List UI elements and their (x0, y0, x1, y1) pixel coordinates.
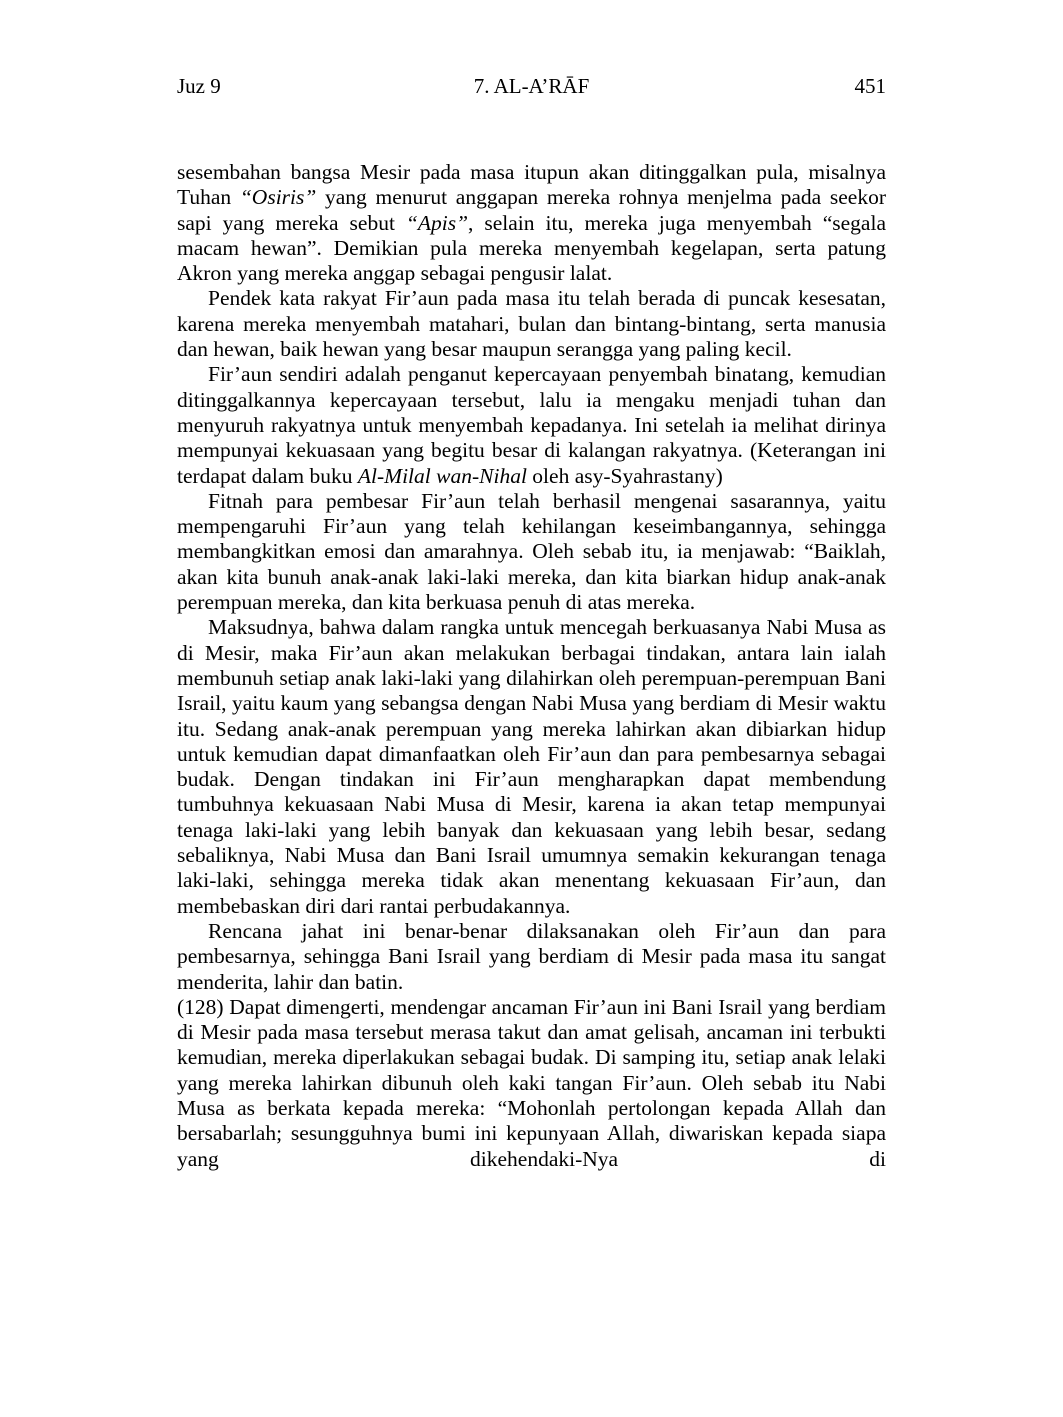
page-number: 451 (854, 74, 886, 98)
italic-term-apis: “Apis” (405, 210, 469, 235)
paragraph-6: Rencana jahat ini benar-benar dilaksanakan oleh Fir’aun dan para pembesarnya, sehingga Bani Israil yang berdiam di Mesir pada masa itu sangat menderita, lahir dan batin. (177, 918, 886, 994)
body-text (177, 160, 886, 1172)
paragraph-3 (177, 362, 886, 488)
surah-title: 7. AL-A’RĀF (473, 74, 590, 98)
paragraph-1 (177, 160, 886, 286)
text-run: yang menurut anggapan mereka rohnya menjelma pada seekor sapi yang mereka sebut (177, 185, 886, 235)
page-header (177, 74, 886, 104)
paragraph-5: Maksudnya, bahwa dalam rangka untuk mencegah berkuasanya Nabi Musa as di Mesir, maka Fir’aun akan melakukan berbagai tindakan, antara lain ialah membunuh setiap anak laki-laki yang dilahirkan oleh perempuan-perempuan Bani Israil, yaitu kaum yang sebangsa dengan Nabi Musa yang berdiam di Mesir waktu itu. Sedang anak-anak perempuan yang mereka lahirkan akan dibiarkan hidup untuk kemudian dapat dimanfaatkan oleh Fir’aun dan para pembesarnya sebagai budak. Dengan tindakan ini Fir’aun mengharapkan dapat membendung tumbuhnya kekuasaan Nabi Musa di Mesir, karena ia akan tetap mempunyai tenaga laki-laki yang lebih banyak dan kekuasaan yang lebih besar, sedang sebaliknya, Nabi Musa dan Bani Israil umumnya semakin kekurangan tenaga laki-laki, sehingga mereka tidak akan menentang kekuasaan Fir’aun, dan membebaskan diri dari rantai perbudakannya. (177, 615, 886, 918)
text-run: sesembahan bangsa Mesir pada masa itupun akan ditinggalkan pula, misalnya Tuhan (177, 160, 886, 210)
paragraph-7: (128) Dapat dimengerti, mendengar ancaman Fir’aun ini Bani Israil yang berdiam di Mesir pada masa tersebut merasa takut dan amat gelisah, ancaman ini terbukti kemudian, mereka diperlakukan sebagai budak. Di samping itu, setiap anak lelaki yang mereka lahirkan dibunuh oleh kaki tangan Fir’aun. Oleh sebab itu Nabi Musa as berkata kepada mereka: “Mohonlah pertolongan kepada Allah dan bersabarlah; sesungguhnya bumi ini kepunyaan Allah, diwariskan kepada siapa yang dikehendaki-Nya di (177, 994, 886, 1171)
italic-term-osiris: “Osiris” (239, 185, 317, 210)
juz-label: Juz 9 (177, 74, 221, 98)
text-run: oleh asy-Syahrastany) (526, 463, 723, 488)
text-run: Fir’aun sendiri adalah penganut kepercayaan penyembah binatang, kemudian ditinggalkannya kepercayaan tersebut, lalu ia mengaku menjadi tuhan dan menyuruh rakyatnya untuk menyembah kepadanya. Ini setelah ia melihat dirinya mempunyai kekuasaan yang begitu besar di kalangan rakyatnya. (Keterangan ini terdapat dalam buku (177, 362, 886, 488)
paragraph-2: Pendek kata rakyat Fir’aun pada masa itu telah berada di puncak kesesatan, karena mereka menyembah matahari, bulan dan bintang-bintang, serta manusia dan hewan, baik hewan yang besar maupun serangga yang paling kecil. (177, 286, 886, 362)
text-run: , selain itu, mereka juga menyembah “segala macam hewan”. Demikian pula mereka menyembah kegelapan, serta patung Akron yang mereka anggap sebagai pengusir lalat. (177, 210, 886, 286)
paragraph-4: Fitnah para pembesar Fir’aun telah berhasil mengenai sasarannya, yaitu mempengaruhi Fir’aun yang telah kehilangan keseimbangannya, sehingga membangkitkan emosi dan amarahnya. Oleh sebab itu, ia menjawab: “Baiklah, akan kita bunuh anak-anak laki-laki mereka, dan kita biarkan hidup anak-anak perempuan mereka, dan kita berkuasa penuh di atas mereka. (177, 488, 886, 615)
italic-book-title: Al-Milal wan-Nihal (357, 463, 527, 488)
